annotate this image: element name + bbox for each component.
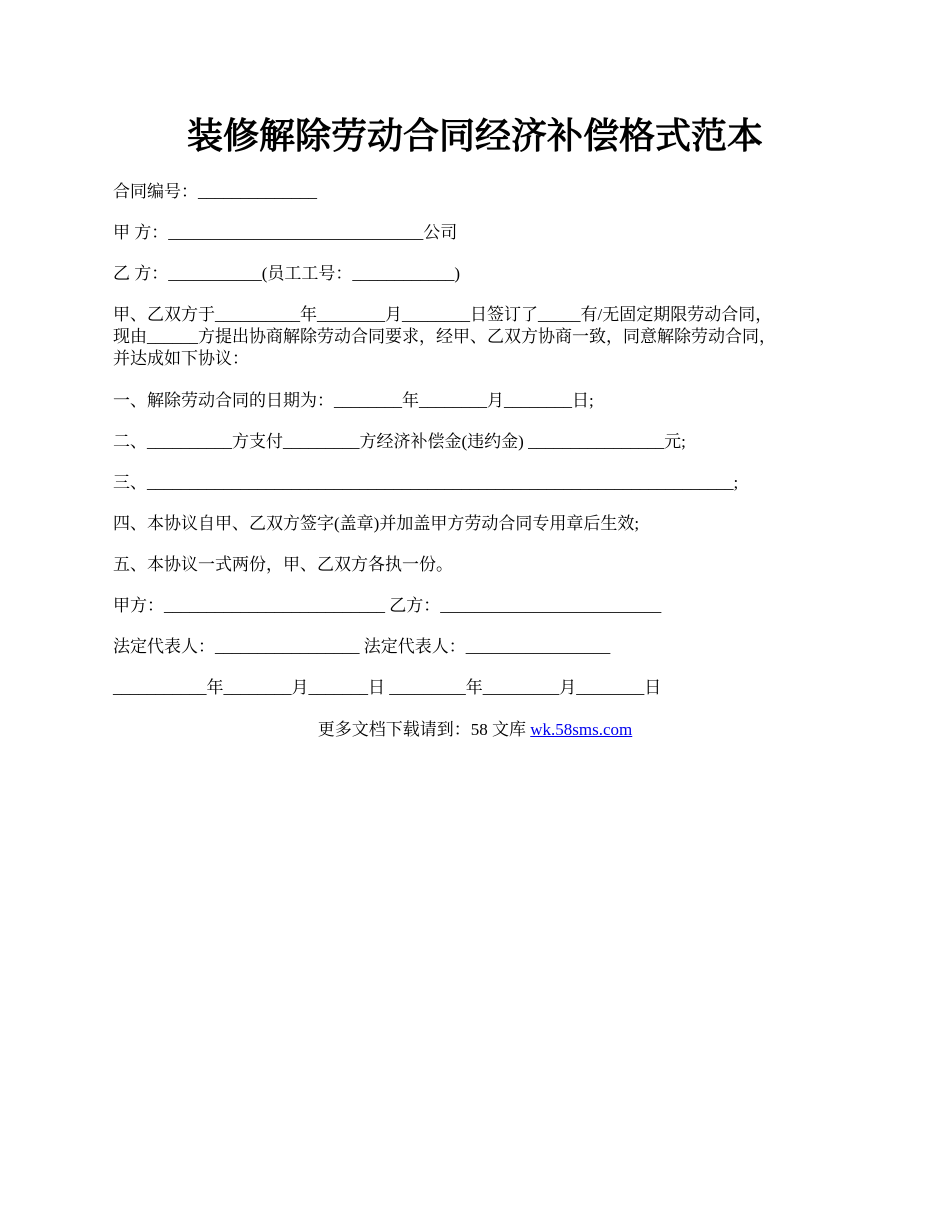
intro-line-3: 并达成如下协议： bbox=[113, 349, 249, 368]
party-b-line: 乙 方：___________(员工工号：____________) bbox=[113, 264, 461, 283]
intro-line-2: 现由______方提出协商解除劳动合同要求，经甲、乙双方协商一致，同意解除劳动合同， bbox=[113, 327, 776, 346]
footer bbox=[0, 719, 950, 741]
signature-representatives-line: 法定代表人：_________________ 法定代表人：_________________ bbox=[113, 637, 611, 656]
signature-dates-line: ___________年________月_______日 _________年_________月________日 bbox=[113, 678, 662, 697]
contract-number-line: 合同编号：______________ bbox=[113, 182, 317, 201]
clause-5: 五、本协议一式两份，甲、乙双方各执一份。 bbox=[113, 555, 453, 574]
party-a-line: 甲 方：______________________________公司 bbox=[113, 223, 458, 242]
intro-paragraph bbox=[113, 304, 843, 370]
signature-parties-line: 甲方：__________________________ 乙方：__________________________ bbox=[113, 596, 662, 615]
clause-4: 四、本协议自甲、乙双方签字(盖章)并加盖甲方劳动合同专用章后生效; bbox=[113, 514, 640, 533]
clause-1: 一、解除劳动合同的日期为：________年________月________日; bbox=[113, 391, 594, 410]
document-title: 装修解除劳动合同经济补偿格式范本 bbox=[186, 116, 763, 156]
clause-2: 二、__________方支付_________方经济补偿金(违约金) ________________元; bbox=[113, 432, 686, 451]
footer-link[interactable]: wk.58sms.com bbox=[530, 720, 633, 739]
clause-3: 三、_____________________________________________________________________; bbox=[113, 473, 739, 492]
intro-line-1: 甲、乙双方于__________年________月________日签订了_____有/无固定期限劳动合同， bbox=[113, 305, 773, 324]
footer-text: 更多文档下载请到：58 文库 bbox=[317, 720, 531, 739]
